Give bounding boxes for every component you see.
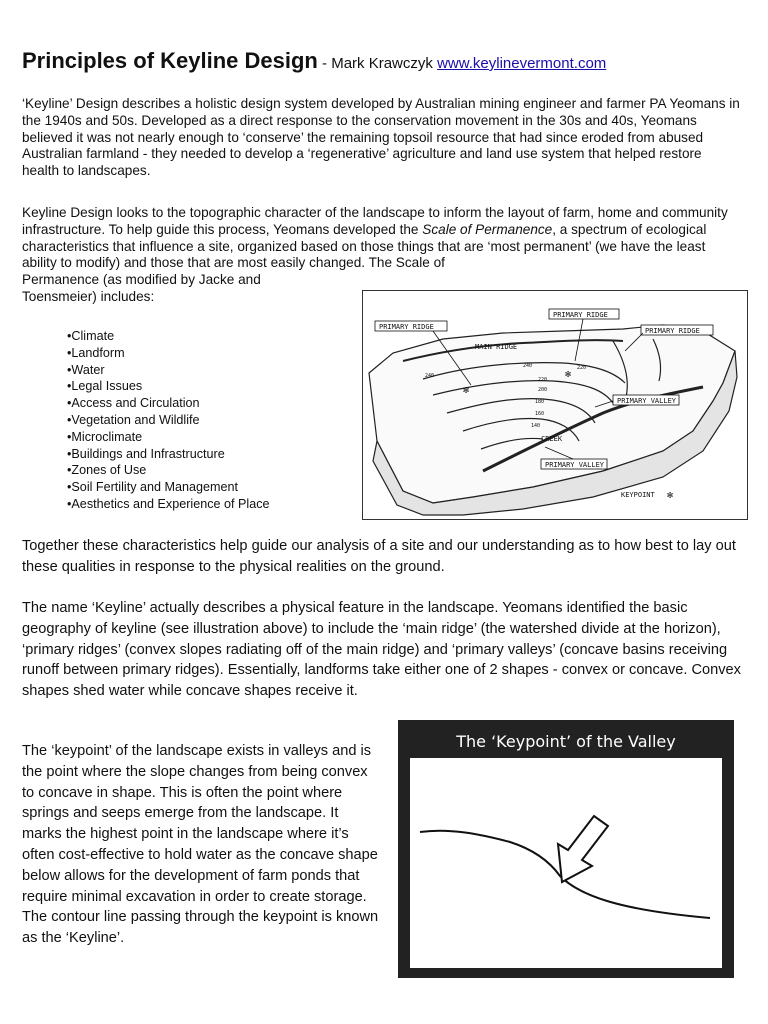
list-item: •Zones of Use bbox=[67, 463, 147, 478]
contour-label: 240 bbox=[425, 373, 435, 379]
keypoint-marker: ✻ bbox=[463, 385, 470, 396]
list-item: •Aesthetics and Experience of Place bbox=[67, 496, 270, 511]
label-keypoint: KEYPOINT bbox=[621, 491, 655, 499]
keyline-name-paragraph: The name ‘Keyline’ actually describes a physical feature in the landscape. Yeomans identified the basic geography of keyline (see illustration above) to include the ‘main ridge’ (the watershed divide at the horizon), ‘primary ridges’ (convex slopes radiating off of the main ridge) and ‘primary valleys’ (concave basins receiving runoff between primary ridges). Essentially, landforms take either one of 2 shapes - convex or concave. Convex shapes shed water while concave shapes receive it. bbox=[22, 600, 741, 700]
landscape-block-diagram bbox=[363, 291, 747, 519]
valley-profile-diagram bbox=[410, 758, 722, 968]
contour-label: 220 bbox=[538, 377, 548, 383]
scale-paragraph-tail-2: Toensmeier) includes: bbox=[22, 288, 155, 304]
list-item: •Legal Issues bbox=[67, 379, 143, 394]
label-primary-ridge-top: PRIMARY RIDGE bbox=[553, 311, 608, 319]
figure-title: The ‘Keypoint’ of the Valley bbox=[456, 732, 676, 751]
scale-paragraph-text: Keyline Design looks to the topographic character of the landscape to inform the layout of farm, home and community infrastructure. To help guide this process, Yeomans developed the bbox=[22, 205, 728, 237]
keypoint-symbol: ✻ bbox=[667, 490, 674, 501]
author-line: - Mark Krawczyk bbox=[317, 55, 438, 72]
contour-label: 140 bbox=[531, 423, 541, 429]
keypoint-paragraph: The ‘keypoint’ of the landscape exists in valleys and is the point where the slope changes from being convex to concave in shape. This is often the point where springs and seeps emerge from the landscape. It marks the highest point in the landscape where it’s often cost-effective to hold water as the concave shape below allows for the development of farm ponds that require minimal excavation in order to create storage. The contour line passing through the keypoint is known as the ‘Keyline’. bbox=[22, 743, 379, 947]
list-item: •Landform bbox=[67, 345, 125, 360]
label-main-ridge: MAIN RIDGE bbox=[475, 343, 518, 351]
list-item: •Buildings and Infrastructure bbox=[67, 446, 225, 461]
list-item: •Access and Circulation bbox=[67, 396, 200, 411]
label-creek: CREEK bbox=[541, 435, 563, 443]
list-item: •Vegetation and Wildlife bbox=[67, 412, 200, 427]
contour-label: 220 bbox=[577, 365, 587, 371]
intro-paragraph: ‘Keyline’ Design describes a holistic design system developed by Australian mining engineer and farmer PA Yeomans in the 1940s and 50s. Developed as a direct response to the conservation movement in the 30s and 40s, Yeomans believed it was not nearly enough to ‘conserve’ the remaining topsoil resource that had since eroded from abused Australian farmland - they needed to develop a ‘regenerative’ agriculture and land use system that helped restore health to landscapes. bbox=[22, 96, 740, 179]
analysis-paragraph: Together these characteristics help guide our analysis of a site and our understanding as to how best to lay out these qualities in response to the physical realities on the ground. bbox=[22, 538, 736, 575]
scale-paragraph-text-2: , a spectrum of ecological characteristics that influence a site, organized based on those things that are ‘most permanent’ (we have the least ability to modify) and those that are most easily changed. The Scale of bbox=[22, 221, 707, 271]
keyline-landscape-illustration bbox=[362, 290, 748, 520]
label-primary-ridge-left: PRIMARY RIDGE bbox=[379, 323, 434, 331]
scale-of-permanence-term: Scale of Permanence bbox=[422, 221, 553, 237]
document-header bbox=[22, 48, 744, 74]
list-item: •Climate bbox=[67, 329, 115, 343]
scale-of-permanence-list bbox=[67, 328, 270, 513]
scale-paragraph-tail-1: Permanence (as modified by Jacke and bbox=[22, 272, 261, 288]
contour-label: 240 bbox=[523, 363, 533, 369]
list-item: •Water bbox=[67, 362, 105, 377]
contour-label: 160 bbox=[535, 411, 545, 417]
label-primary-ridge-right: PRIMARY RIDGE bbox=[645, 327, 700, 335]
keypoint-of-valley-figure bbox=[398, 720, 734, 978]
label-primary-valley-bottom: PRIMARY VALLEY bbox=[545, 461, 605, 469]
label-primary-valley-right: PRIMARY VALLEY bbox=[617, 397, 677, 405]
website-link[interactable]: www.keylinevermont.com bbox=[437, 55, 607, 72]
list-item: •Soil Fertility and Management bbox=[67, 480, 239, 495]
contour-label: 180 bbox=[535, 399, 545, 405]
keypoint-marker: ✻ bbox=[565, 369, 572, 380]
page-title: Principles of Keyline Design bbox=[22, 48, 318, 73]
contour-label: 200 bbox=[538, 387, 548, 393]
list-item: •Microclimate bbox=[67, 429, 143, 444]
figure-panel bbox=[410, 758, 722, 968]
arrow-icon bbox=[558, 816, 608, 882]
